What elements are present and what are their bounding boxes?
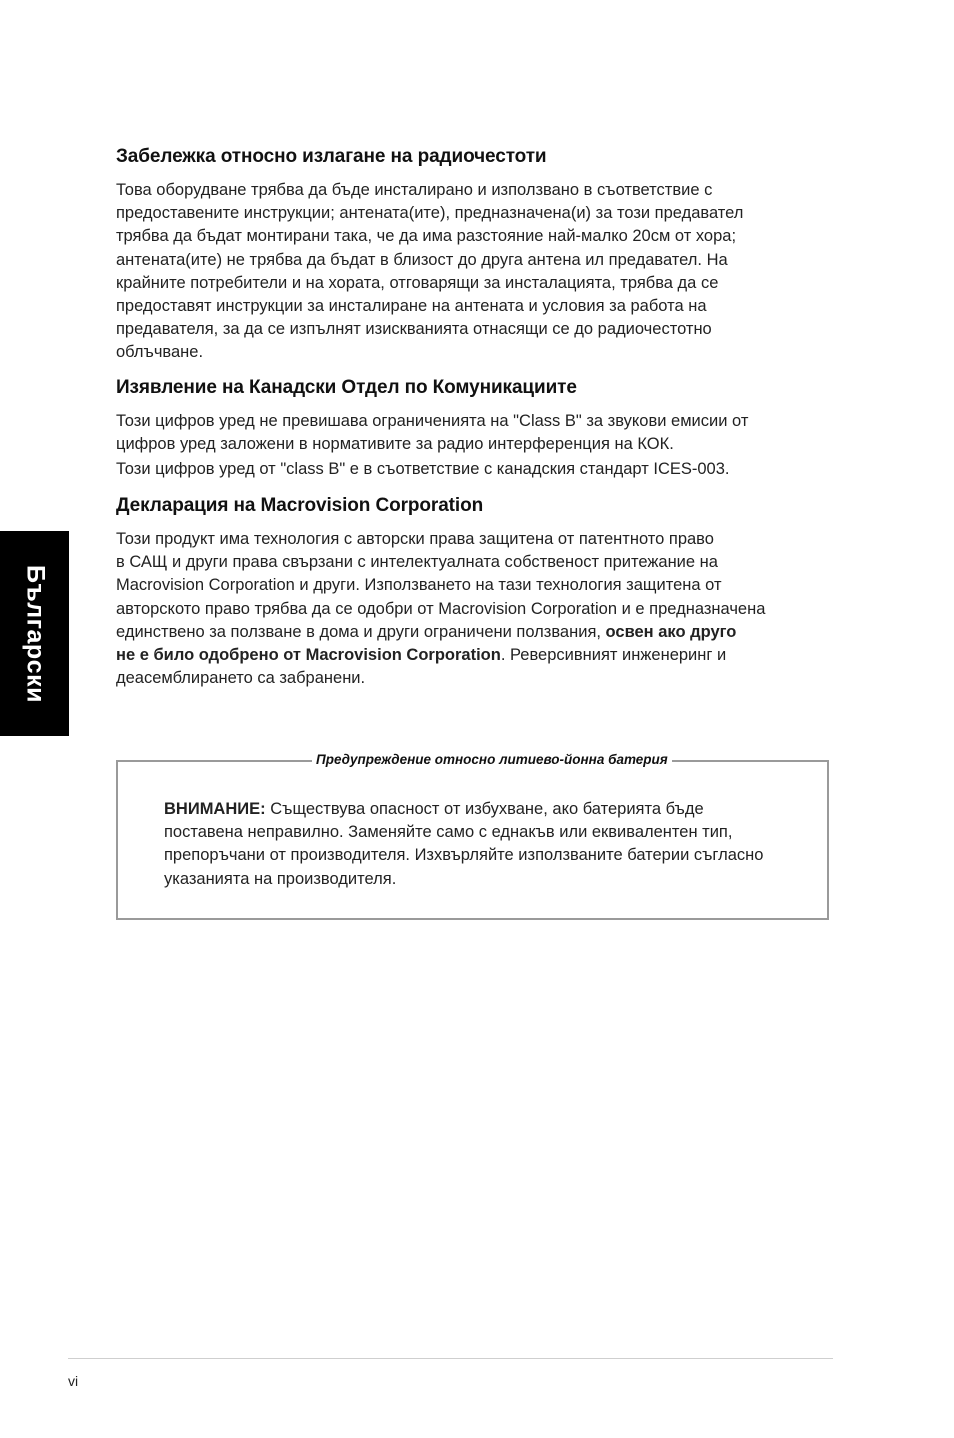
battery-warning-text	[164, 798, 824, 891]
language-side-tab	[0, 531, 69, 736]
paragraph-line	[116, 644, 816, 667]
text-run: единствено за ползване в дома и други ограничени ползвания,	[116, 622, 606, 641]
bold-text-run: не е било одобрено от Macrovision Corporation	[116, 646, 501, 665]
text-run: . Реверсивният инженеринг и	[500, 646, 727, 665]
language-label: Български	[21, 564, 49, 703]
section-canada-doc	[116, 377, 816, 482]
section-heading: Изявление на Канадски Отдел по Комуникациите	[116, 377, 577, 398]
paragraph-line: указанията на производителя.	[164, 869, 397, 888]
paragraph-line: крайните потребители и на хората, отговарящи за инсталацията, трябва да се	[116, 273, 719, 292]
paragraph-line: облъчване.	[116, 343, 204, 362]
paragraph-line	[116, 621, 816, 644]
paragraph-line: антената(ите) не трябва да бъдат в близост до друга антена ил предавател. На	[116, 250, 728, 269]
paragraph-line: деасемблирането са забранени.	[116, 669, 366, 688]
section-heading: Декларация на Macrovision Corporation	[116, 495, 484, 516]
paragraph-line: предавателя, за да се изпълнят изискванията отнасящи се до радиочестотно	[116, 320, 712, 339]
paragraph-line: Macrovision Corporation и други. Използването на тази технология защитена от	[116, 576, 722, 595]
paragraph-line	[164, 798, 824, 821]
paragraph-line: Този цифров уред от "class B" е в съответствие с канадския стандарт ICES-003.	[116, 460, 730, 479]
warning-label: ВНИМАНИЕ:	[164, 800, 266, 818]
section-macrovision	[116, 495, 816, 690]
battery-warning-title: Предупреждение относно литиево-йонна батерия	[312, 752, 672, 767]
paragraph-line: предоставят инструкции за инсталиране на антената и условия за работа на	[116, 297, 707, 316]
paragraph-line: в САЩ и други права свързани с интелектуалната собственост притежание на	[116, 553, 718, 572]
paragraph-line: поставена неправилно. Заменяйте само с еднакъв или еквивалентен тип,	[164, 823, 733, 842]
paragraph-line: авторското право трябва да се одобри от Macrovision Corporation и е предназначена	[116, 599, 766, 618]
paragraph-line: препоръчани от производителя. Изхвърляйте използваните батерии съгласно	[164, 846, 764, 865]
paragraph-line: цифров уред заложени в нормативите за радио интерференция на КОК.	[116, 435, 674, 454]
paragraph-line: трябва да бъдат монтирани така, че да има разстояние най-малко 20см от хора;	[116, 227, 737, 246]
paragraph-line: Този цифров уред не превишава ограниченията на "Class B" за звукови емисии от	[116, 412, 749, 430]
footer-divider	[68, 1358, 833, 1359]
text-run: Съществува опасност от избухване, ако батерията бъде	[265, 800, 704, 818]
paragraph-line: предоставените инструкции; антената(ите), предназначена(и) за този предавател	[116, 204, 744, 223]
section-rf-exposure	[116, 146, 816, 365]
section-heading: Забележка относно излагане на радиочестоти	[116, 146, 547, 167]
bold-text-run: освен ако друго	[605, 622, 737, 641]
paragraph-line: Този продукт има технология с авторски права защитена от патентното право	[116, 530, 714, 548]
paragraph-line: Това оборудване трябва да бъде инсталирано и използвано в съответствие с	[116, 181, 713, 199]
page-number: vi	[68, 1373, 79, 1389]
